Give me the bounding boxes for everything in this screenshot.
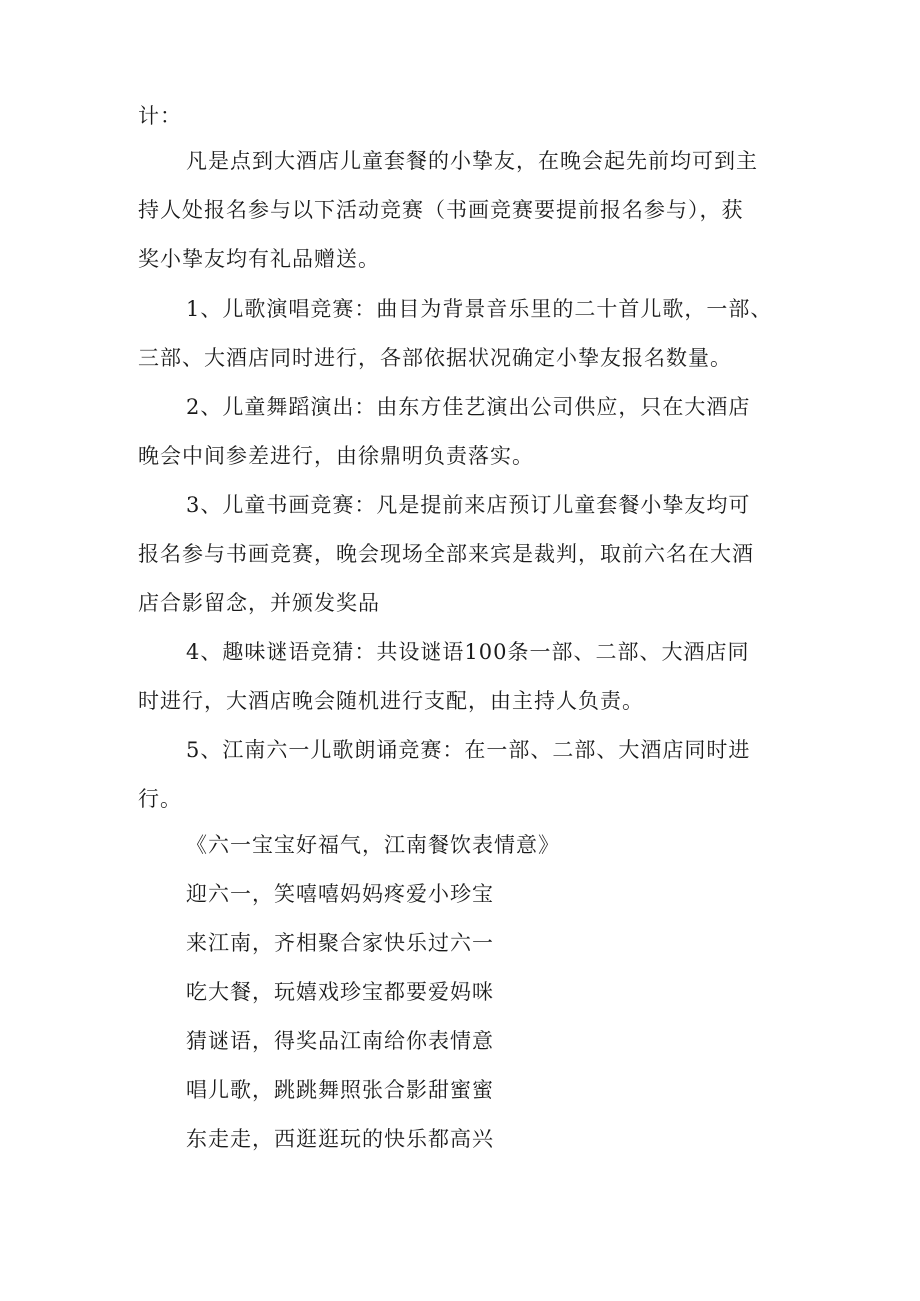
text-line: 3、儿童书画竞赛：凡是提前来店预订儿童套餐小挚友均可 — [186, 493, 751, 517]
text-line: 计： — [138, 104, 182, 128]
text-line: 5、江南六一儿歌朗诵竞赛：在一部、二部、大酒店同时进 — [186, 738, 751, 762]
poem-line: 吃大餐，玩嬉戏珍宝都要爱妈咪 — [186, 980, 494, 1004]
text-line: 三部、大酒店同时进行，各部依据状况确定小挚友报名数量。 — [138, 346, 732, 370]
text-line: 行。 — [138, 787, 182, 811]
text-line: 报名参与书画竞赛，晚会现场全部来宾是裁判，取前六名在大酒 — [138, 542, 754, 566]
poem-line: 来江南，齐相聚合家快乐过六一 — [186, 931, 494, 955]
text-line: 店合影留念，并颁发奖品 — [138, 591, 380, 615]
text-line: 晚会中间参差进行，由徐鼎明负责落实。 — [138, 444, 534, 468]
text-line: 凡是点到大酒店儿童套餐的小挚友，在晚会起先前均可到主 — [186, 149, 758, 173]
text-line: 1、儿歌演唱竞赛：曲目为背景音乐里的二十首儿歌，一部、 — [186, 297, 773, 321]
poem-line: 迎六一，笑嘻嘻妈妈疼爱小珍宝 — [186, 882, 494, 906]
text-line: 4、趣味谜语竞猜：共设谜语100条一部、二部、大酒店同 — [186, 640, 750, 664]
poem-line: 唱儿歌，跳跳舞照张合影甜蜜蜜 — [186, 1078, 494, 1102]
text-line: 奖小挚友均有礼品赠送。 — [138, 247, 380, 271]
poem-title: 《六一宝宝好福气，江南餐饮表情意》 — [186, 833, 560, 857]
text-line: 时进行，大酒店晚会随机进行支配，由主持人负责。 — [138, 689, 644, 713]
poem-line: 猜谜语，得奖品江南给你表情意 — [186, 1029, 494, 1053]
text-line: 持人处报名参与以下活动竞赛（书画竞赛要提前报名参与），获 — [138, 198, 744, 222]
poem-line: 东走走，西逛逛玩的快乐都高兴 — [186, 1127, 494, 1151]
text-line: 2、儿童舞蹈演出：由东方佳艺演出公司供应，只在大酒店 — [186, 395, 751, 419]
